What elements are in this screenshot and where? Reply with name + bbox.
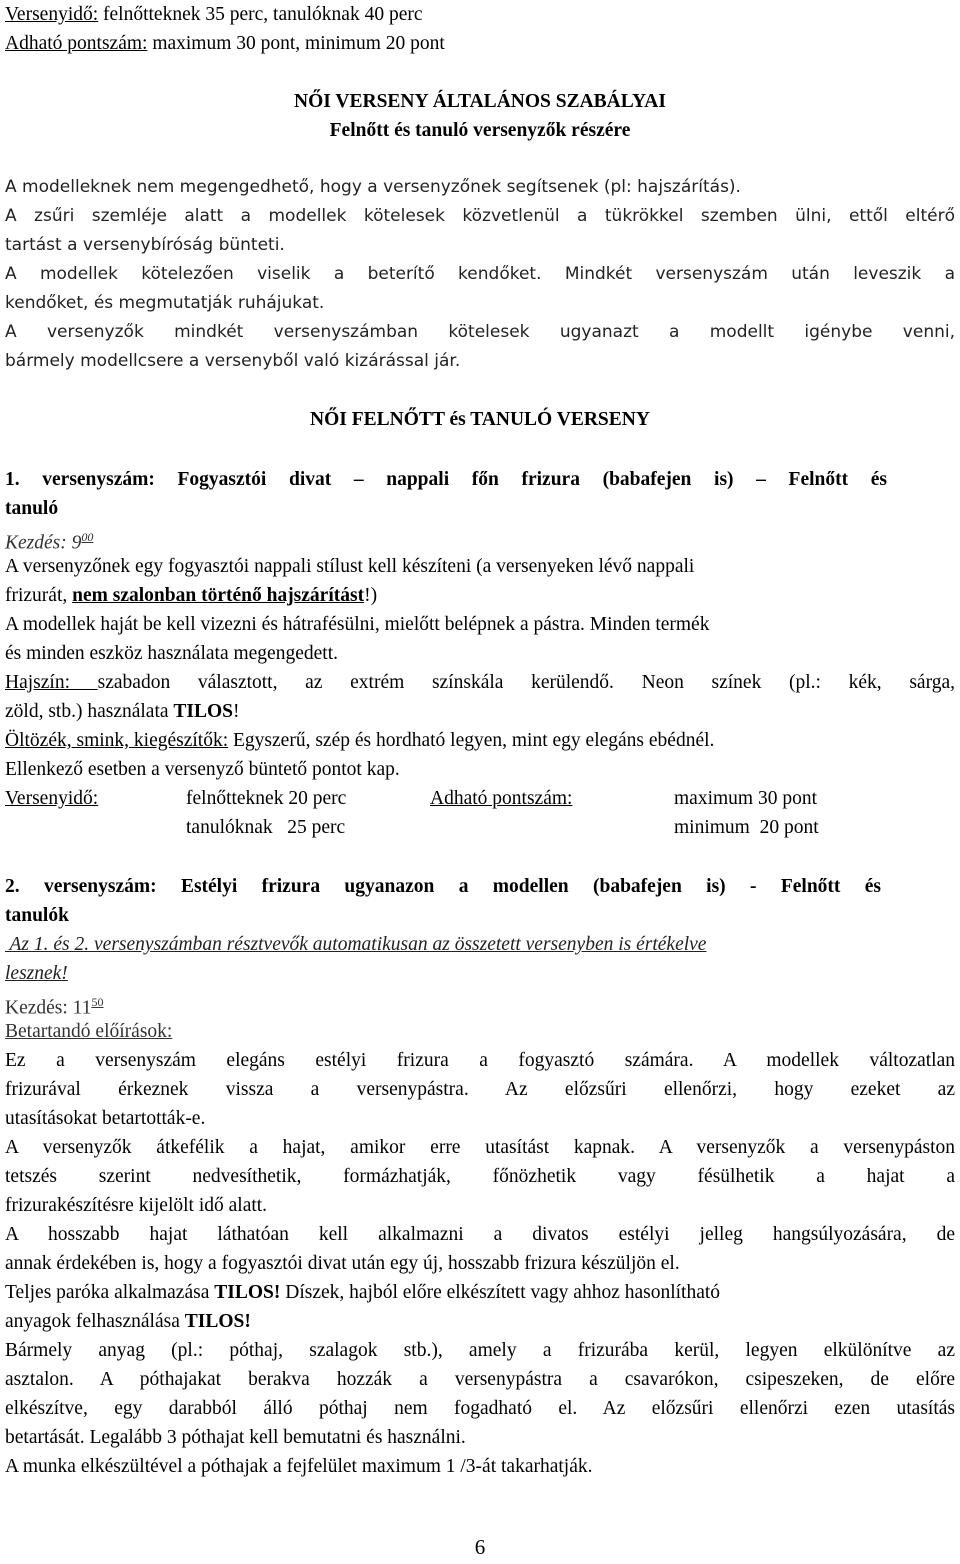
general-rules-subtitle: Felnőtt és tanuló versenyzők részére (329, 120, 631, 141)
general-rule-3a: A modellek kötelezően viselik a beterítő kendőket. Mindkét versenyszám után leveszik a (5, 264, 955, 284)
hair-color-text: szabadon választott, az extrém színskála kerülendő. Neon színek (pl.: kék, sárga, (97, 672, 955, 693)
event2-rule-9 (5, 1278, 720, 1307)
wig-forbidden: TILOS! (214, 1282, 281, 1303)
general-rule-4a: A versenyzők mindkét versenyszámban kötelesek ugyanazt a modellt igénybe venni, (5, 322, 955, 342)
event2-rule-10 (5, 1307, 251, 1336)
event2-note-b: lesznek! (5, 963, 68, 984)
event1-line-7 (5, 726, 714, 755)
materials-forbidden: TILOS! (184, 1311, 251, 1332)
points-text: maximum 30 pont, minimum 20 pont (147, 33, 445, 54)
event2-start-label: Kezdés: 11 (5, 997, 92, 1019)
general-rule-3b: kendőket, és megmutatják ruhájukat. (5, 293, 325, 313)
event1-points-max: maximum 30 pont (674, 788, 817, 809)
general-rule-1: A modelleknek nem megengedhető, hogy a versenyzőnek segítsenek (pl: hajszárítás). (5, 177, 741, 197)
event1-start-label: Kezdés: 9 (5, 532, 82, 554)
general-rules-title: NŐI VERSENY ÁLTALÁNOS SZABÁLYAI (294, 91, 666, 112)
outfit-text: Egyszerű, szép és hordható legyen, mint egy elegáns ebédnél. (228, 730, 715, 751)
event2-start-minutes: 50 (91, 995, 104, 1009)
event2-rule-8: annak érdekében is, hogy a fogyasztói divat után egy új, hosszabb frizura készüljön el. (5, 1253, 680, 1274)
event2-rule-15: A munka elkészültével a póthajak a fejfelület maximum 1 /3-át takarhatják. (5, 1456, 593, 1477)
event2-rule-14: betartását. Legalább 3 póthajat kell bemutatni és használni. (5, 1427, 466, 1448)
event1-points-min: minimum 20 pont (674, 817, 819, 838)
general-rule-2a: A zsűri szemléje alatt a modellek kötelesek közvetlenül a tükrökkel szemben ülni, ettől eltérő (5, 206, 955, 226)
event1-title-a: 1. versenyszám: Fogyasztói divat – nappali főn frizura (babafejen is) – Felnőtt és (5, 469, 887, 490)
event2-rule-13: elkészítve, egy darabból álló póthaj nem fogadható el. Az előzsűri ellenőrzi ezen utasítás (5, 1398, 955, 1419)
event2-rule-9-end: Díszek, hajból előre elkészített vagy ahhoz hasonlítható (280, 1282, 721, 1303)
event2-rule-12: asztalon. A póthajakat berakva hozzák a versenypástra a csavarókon, csipeszeken, de előre (5, 1369, 955, 1390)
event1-title-b: tanuló (5, 498, 59, 519)
event1-line-6 (5, 697, 240, 726)
header-time-line (5, 0, 423, 29)
event1-forbidden: TILOS (173, 701, 234, 722)
event2-rule-9-start: Teljes paróka alkalmazása (5, 1282, 215, 1303)
event2-rule-4: A versenyzők átkefélik a hajat, amikor erre utasítást kapnak. A versenyzők a versenypáston (5, 1137, 955, 1158)
header-points-line (5, 29, 445, 58)
outfit-label: Öltözék, smink, kiegészítők: (5, 730, 229, 751)
event1-time-row-2 (5, 813, 819, 842)
hair-color-label: Hajszín: (5, 672, 98, 693)
event2-rule-10-start: anyagok felhasználása (5, 1311, 185, 1332)
event2-rule-5: tetszés szerint nedvesíthetik, formázhatják, főnözhetik vagy fésülhetik a hajat a (5, 1166, 955, 1187)
event1-time-student: tanulóknak 25 perc (186, 817, 346, 838)
event1-line-8: Ellenkező esetben a versenyző büntető pontot kap. (5, 759, 400, 780)
event2-title-b: tanulók (5, 905, 69, 926)
event1-time-label: Versenyidő: (5, 788, 99, 809)
event1-line-6-end: ! (233, 701, 240, 722)
event1-no-salon-drying: nem szalonban történő hajszárítást (72, 585, 365, 606)
event1-line-6-start: zöld, stb.) használata (5, 701, 174, 722)
event2-rule-7: A hosszabb hajat láthatóan kell alkalmazni a divatos estélyi jelleg hangsúlyozására, de (5, 1224, 955, 1245)
event2-title-a: 2. versenyszám: Estélyi frizura ugyanazon a modellen (babafejen is) - Felnőtt és (5, 876, 881, 897)
time-label: Versenyidő: (5, 4, 99, 25)
event1-time-adult: felnőtteknek 20 perc (186, 788, 347, 809)
event2-rule-2: frizurával érkeznek vissza a versenypástra. Az előzsűri ellenőrzi, hogy ezeket az (5, 1079, 955, 1100)
event1-start-minutes: 00 (81, 530, 94, 544)
event1-line-1: A versenyzőnek egy fogyasztói nappali stílust kell készíteni (a versenyeken lévő nappali (5, 556, 695, 577)
event1-line-4: és minden eszköz használata megengedett. (5, 643, 338, 664)
event2-rules-label: Betartandó előírások: (5, 1021, 173, 1042)
general-rule-4b: bármely modellcsere a versenyből való kizárással jár. (5, 351, 461, 371)
event2-rule-11: Bármely anyag (pl.: póthaj, szalagok stb.), amely a frizurába kerül, legyen elkülönítve az (5, 1340, 955, 1361)
event1-line-2-end: !) (364, 585, 378, 606)
event1-points-label: Adható pontszám: (430, 788, 573, 809)
event2-rule-1: Ez a versenyszám elegáns estélyi frizura a fogyasztó számára. A modellek változatlan (5, 1050, 955, 1071)
event1-line-2-start: frizurát, (5, 585, 73, 606)
event1-line-5 (5, 668, 955, 697)
general-rule-2b: tartást a versenybíróság bünteti. (5, 235, 285, 255)
event1-line-2 (5, 581, 377, 610)
page-number: 6 (474, 1535, 486, 1559)
event1-time-row-1 (5, 784, 817, 813)
event2-rule-3: utasításokat betartották-e. (5, 1108, 206, 1129)
time-text: felnőtteknek 35 perc, tanulóknak 40 perc (98, 4, 423, 25)
event2-note-a: Az 1. és 2. versenyszámban résztvevők automatikusan az összetett versenyben is értékelve (5, 934, 707, 955)
points-label: Adható pontszám: (5, 33, 148, 54)
section-title: NŐI FELNŐTT és TANULÓ VERSENY (310, 409, 650, 430)
event2-rule-6: frizurakészítésre kijelölt idő alatt. (5, 1195, 268, 1216)
event1-line-3: A modellek haját be kell vizezni és hátrafésülni, mielőtt belépnek a pástra. Minden termék (5, 614, 710, 635)
